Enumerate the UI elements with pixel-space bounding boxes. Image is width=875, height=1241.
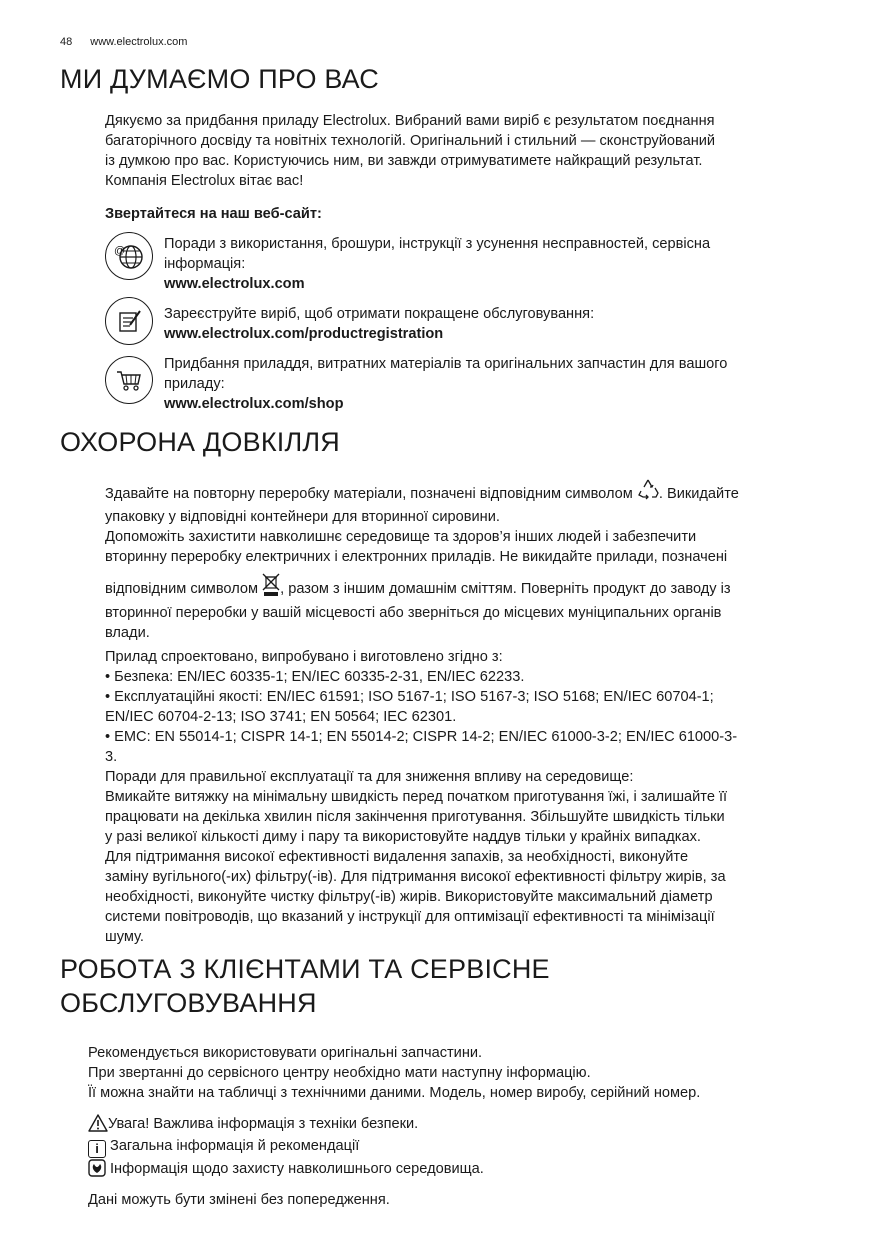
recycle-icon bbox=[637, 478, 659, 500]
standards-line: у разі великої кількості диму і пару та використовуйте наддув тільки у крайніх випадках. bbox=[105, 829, 701, 845]
standards-line: Поради для правильної експлуатації та для зниження впливу на середовище: bbox=[105, 769, 634, 785]
symbol-legend bbox=[88, 1113, 848, 1180]
item-text: Придбання приладдя, витратних матеріалів та оригінальних запчастин для вашого bbox=[164, 356, 728, 372]
title-line: ОБСЛУГОВУВАННЯ bbox=[60, 988, 317, 1018]
section-title-customer-service bbox=[60, 952, 550, 1020]
recycling-paragraph bbox=[105, 478, 845, 643]
legend-text: Загальна інформація й рекомендації bbox=[110, 1138, 360, 1154]
legend-item-info bbox=[88, 1135, 848, 1158]
section-title-environment: ОХОРОНА ДОВКІЛЛЯ bbox=[60, 427, 340, 457]
website-item-shop bbox=[164, 354, 844, 414]
standards-line: системи повітроводів, що вказаний у інструкції для оптимізації ефективності та мінімізації bbox=[105, 909, 715, 925]
recycle-line: упаковку у відповідні контейнери для вторинної сировини. bbox=[105, 509, 500, 525]
visit-website-label: Звертайтеся на наш веб-сайт: bbox=[105, 206, 322, 222]
weee-text-end: , разом з іншим домашнім сміттям. Поверніть продукт до заводу із bbox=[280, 581, 731, 597]
footer-note: Дані можуть бути змінені без попередження. bbox=[88, 1192, 390, 1208]
shop-link[interactable]: www.electrolux.com/shop bbox=[164, 396, 344, 412]
item-text: інформація: bbox=[164, 256, 246, 272]
standards-line: Для підтримання високої ефективності видалення запахів, за необхідності, виконуйте bbox=[105, 849, 689, 865]
item-text: Поради з використання, брошури, інструкції з усунення несправностей, сервісна bbox=[164, 236, 711, 252]
intro-line: багаторічного досвіду та новітніх технологій. Оригінальний і стильний — сконструйований bbox=[105, 133, 716, 149]
registration-icon bbox=[105, 297, 153, 345]
website-item-support bbox=[164, 234, 844, 294]
standards-line: Прилад спроектовано, випробувано і виготовлено згідно з: bbox=[105, 649, 503, 665]
recycle-text-end: . Викидайте bbox=[658, 486, 739, 502]
page-number: 48 bbox=[60, 36, 73, 48]
standards-line: • EMC: EN 55014-1; CISPR 14-1; EN 55014-2; CISPR 14-2; EN/IEC 61000-3-2; EN/IEC 61000-3- bbox=[105, 729, 738, 745]
standards-line: • Безпека: EN/IEC 60335-1; EN/IEC 60335-2-31, EN/IEC 62233. bbox=[105, 669, 525, 685]
intro-line: Компанія Electrolux вітає вас! bbox=[105, 173, 304, 189]
support-link[interactable]: www.electrolux.com bbox=[164, 276, 305, 292]
recycle-line: Допоможіть захистити навколишнє середовище та здоров’я інших людей і забезпечити bbox=[105, 529, 697, 545]
service-line: При звертанні до сервісного центру необхідно мати наступну інформацію. bbox=[88, 1065, 591, 1081]
intro-line: із думкою про вас. Користуючись ним, ви завжди отримуватимете найкращий результат. bbox=[105, 153, 703, 169]
item-text: приладу: bbox=[164, 376, 225, 392]
legend-text: Інформація щодо захисту навколишнього середовища. bbox=[110, 1161, 484, 1177]
header-website: www.electrolux.com bbox=[90, 36, 188, 48]
service-line: Рекомендується використовувати оригінальні запчастини. bbox=[88, 1045, 483, 1061]
recycle-text: Здавайте на повторну переробку матеріали, позначені відповідним символом bbox=[105, 486, 633, 502]
legend-text: Увага! Важлива інформація з техніки безпеки. bbox=[108, 1116, 419, 1132]
info-icon: i bbox=[88, 1140, 106, 1158]
shopping-cart-icon bbox=[105, 356, 153, 404]
weee-text: відповідним символом bbox=[105, 581, 259, 597]
standards-line: шуму. bbox=[105, 929, 144, 945]
service-paragraph bbox=[88, 1043, 848, 1103]
item-text: Зареєструйте виріб, щоб отримати покращене обслуговування: bbox=[164, 306, 595, 322]
standards-line: працювати на декілька хвилин після закінчення приготування. Збільшуйте швидкість тільки bbox=[105, 809, 725, 825]
crossed-bin-icon bbox=[262, 573, 280, 597]
intro-line: Дякуємо за придбання приладу Electrolux. Вибраний вами виріб є результатом поєднання bbox=[105, 113, 715, 129]
globe-icon bbox=[105, 232, 153, 280]
standards-line: необхідності, виконуйте чистку фільтру(-ів) жирів. Використовуйте максимальний діаметр bbox=[105, 889, 713, 905]
svg-text:@: @ bbox=[114, 245, 126, 257]
service-line: Її можна знайти на табличці з технічними даними. Модель, номер виробу, серійний номер. bbox=[88, 1085, 701, 1101]
standards-paragraph bbox=[105, 647, 845, 947]
standards-line: Вмикайте витяжку на мінімальну швидкість перед початком приготування їжі, і залишайте її bbox=[105, 789, 728, 805]
section-title-about-you: МИ ДУМАЄМО ПРО ВАС bbox=[60, 64, 379, 94]
intro-paragraph bbox=[105, 111, 835, 191]
legend-item-environment bbox=[88, 1158, 848, 1180]
standards-line: EN/IEC 60704-2-13; ISO 3741; EN 50564; IEC 62301. bbox=[105, 709, 457, 725]
page-header bbox=[60, 36, 205, 48]
environment-icon bbox=[88, 1159, 106, 1177]
recycle-line: вторинну переробку електричних і електронних приладів. Не викидайте прилади, позначені bbox=[105, 549, 728, 565]
standards-line: 3. bbox=[105, 749, 118, 765]
registration-link[interactable]: www.electrolux.com/productregistration bbox=[164, 326, 444, 342]
weee-line: влади. bbox=[105, 625, 150, 641]
warning-icon bbox=[88, 1114, 108, 1132]
weee-line: вторинної переробки у вашій місцевості або зверніться до місцевих муніципальних органів bbox=[105, 605, 722, 621]
standards-line: заміну вугільного(-их) фільтру(-ів). Для підтримання високої ефективності фільтру жирів, за bbox=[105, 869, 726, 885]
title-line: РОБОТА З КЛІЄНТАМИ ТА СЕРВІСНЕ bbox=[60, 954, 550, 984]
legend-item-warning bbox=[88, 1113, 848, 1135]
website-item-registration bbox=[164, 304, 844, 344]
standards-line: • Експлуатаційні якості: EN/IEC 61591; ISO 5167-1; ISO 5167-3; ISO 5168; EN/IEC 60704-1; bbox=[105, 689, 714, 705]
